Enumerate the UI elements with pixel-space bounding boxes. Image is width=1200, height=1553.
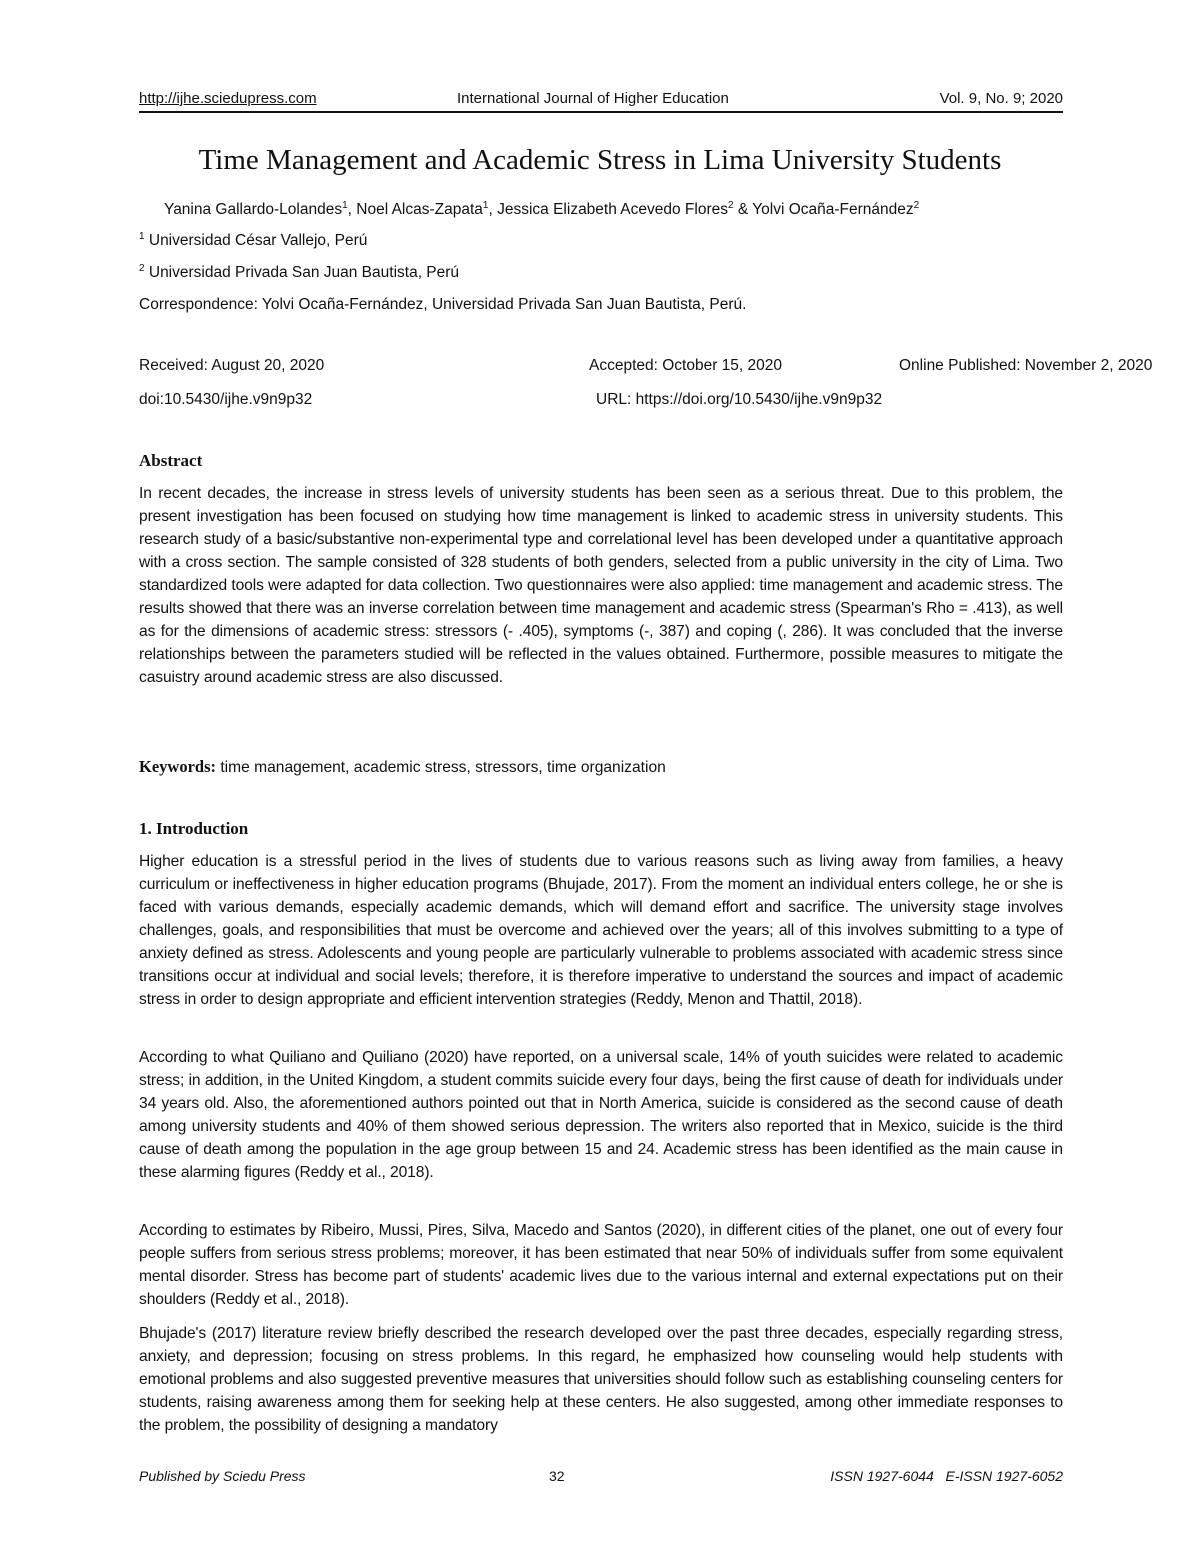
introduction-heading: 1. Introduction bbox=[139, 819, 249, 838]
body-paragraph: According to what Quiliano and Quiliano (2020) have reported, on a universal scale, 14% of youth suicides were related to academic stress; in addition, in the United Kingdom, a student commits suicide every four days, being the first cause of death for individuals under 34 years old. Also, the aforementioned authors pointed out that in North America, suicide is considered as the second cause of death among university students and 40% of them showed serious depression. The writers also reported that in Mexico, suicide is the third cause of death among the population in the age group between 15 and 24. Academic stress has been identified as the main cause in these alarming figures (Reddy et al., 2018). bbox=[139, 1049, 1063, 1181]
page-number: 32 bbox=[549, 1468, 565, 1484]
journal-url-link[interactable]: http://ijhe.sciedupress.com bbox=[139, 90, 317, 107]
journal-name: International Journal of Higher Education bbox=[457, 90, 729, 107]
affiliation-1 bbox=[139, 230, 367, 252]
keywords bbox=[139, 757, 666, 777]
author-name: Yanina Gallardo-Lolandes bbox=[164, 201, 343, 218]
paper-title: Time Management and Academic Stress in Lima University Students bbox=[198, 144, 1002, 176]
header-divider bbox=[139, 111, 1063, 113]
affiliation-marker: 2 bbox=[139, 262, 145, 274]
affiliation-marker: 2 bbox=[913, 199, 920, 211]
volume-info: Vol. 9, No. 9; 2020 bbox=[939, 90, 1063, 107]
publisher: Published by Sciedu Press bbox=[139, 1468, 306, 1484]
affiliation-text: Universidad Privada San Juan Bautista, Perú bbox=[144, 264, 460, 281]
doi-text: doi:10.5430/ijhe.v9n9p32 bbox=[139, 391, 313, 408]
author-name: , Jessica Elizabeth Acevedo Flores bbox=[488, 201, 728, 218]
keywords-text: time management, academic stress, stressors, time organization bbox=[216, 759, 666, 776]
doi-row bbox=[139, 389, 1063, 411]
body-paragraph: According to estimates by Ribeiro, Mussi, Pires, Silva, Macedo and Santos (2020), in different cities of the planet, one out of every four people suffers from serious stress problems; moreover, it has been estimated that near 50% of individuals suffer from some equivalent mental disorder. Stress has become part of students' academic lives due to the various internal and external expectations put on their shoulders (Reddy et al., 2018). bbox=[139, 1222, 1063, 1308]
affiliation-marker: 1 bbox=[139, 230, 145, 242]
abstract-heading: Abstract bbox=[139, 451, 203, 470]
affiliation-marker: 1 bbox=[342, 199, 348, 211]
body-paragraph: Higher education is a stressful period in the lives of students due to various reasons such as living away from families, a heavy curriculum or ineffectiveness in higher education programs (Bhujade, 2017). From the moment an individual enters college, he or she is faced with various demands, especially academic demands, which will demand effort and sacrifice. The university stage involves challenges, goals, and responsibilities that must be overcome and achieved over the years; all of this involves submitting to a type of anxiety defined as stress. Adolescents and young people are particularly vulnerable to problems associated with academic stress since transitions occur at individual and social levels; therefore, it is therefore imperative to understand the sources and impact of academic stress in order to design appropriate and efficient intervention strategies (Reddy, Menon and Thattil, 2018). bbox=[139, 853, 1063, 1008]
affiliation-marker: 2 bbox=[728, 199, 734, 211]
author-list bbox=[164, 199, 919, 221]
running-header bbox=[139, 90, 1063, 112]
doi-url-link[interactable]: URL: https://doi.org/10.5430/ijhe.v9n9p32 bbox=[596, 391, 883, 408]
received-date: Received: August 20, 2020 bbox=[139, 357, 325, 374]
correspondence: Correspondence: Yolvi Ocaña-Fernández, Universidad Privada San Juan Bautista, Perú. bbox=[139, 296, 747, 313]
keywords-label: Keywords: bbox=[139, 757, 216, 776]
author-name: & Yolvi Ocaña-Fernández bbox=[733, 201, 914, 218]
body-paragraph: Bhujade's (2017) literature review briefly described the research developed over the past three decades, especially regarding stress, anxiety, and depression; focusing on stress problems. In this regard, he emphasized how counseling would help students with emotional problems and also suggested preventive measures that universities should follow such as establishing counseling centers for students, raising awareness among them for seeking help at these centers. He also suggested, among other immediate responses to the problem, the possibility of designing a mandatory bbox=[139, 1325, 1063, 1434]
affiliation-marker: 1 bbox=[482, 199, 489, 211]
affiliation-2 bbox=[139, 262, 459, 284]
publication-dates bbox=[139, 355, 1153, 377]
accepted-date: Accepted: October 15, 2020 bbox=[589, 357, 783, 374]
published-date: Online Published: November 2, 2020 bbox=[899, 357, 1153, 374]
page-footer bbox=[139, 1468, 1063, 1488]
issn: ISSN 1927-6044 E-ISSN 1927-6052 bbox=[830, 1468, 1063, 1484]
affiliation-text: Universidad César Vallejo, Perú bbox=[144, 232, 368, 249]
abstract-text: In recent decades, the increase in stress levels of university students has been seen as a serious threat. Due to this problem, the present investigation has been focused on studying how time management is linked to academic stress in university students. This research study of a basic/substantive non-experimental type and correlational level has been developed under a quantitative approach with a cross section. The sample consisted of 328 students of both genders, selected from a public university in the city of Lima. Two standardized tools were adapted for data collection. Two questionnaires were also applied: time management and academic stress. The results showed that there was an inverse correlation between time management and academic stress (Spearman's Rho = .413), as well as for the dimensions of academic stress: stressors (- .405), symptoms (-, 387) and coping (, 286). It was concluded that the inverse relationships between the parameters studied will be reflected in the values obtained. Furthermore, possible measures to mitigate the casuistry around academic stress are also discussed. bbox=[139, 485, 1063, 686]
author-name: , Noel Alcas-Zapata bbox=[347, 201, 483, 218]
